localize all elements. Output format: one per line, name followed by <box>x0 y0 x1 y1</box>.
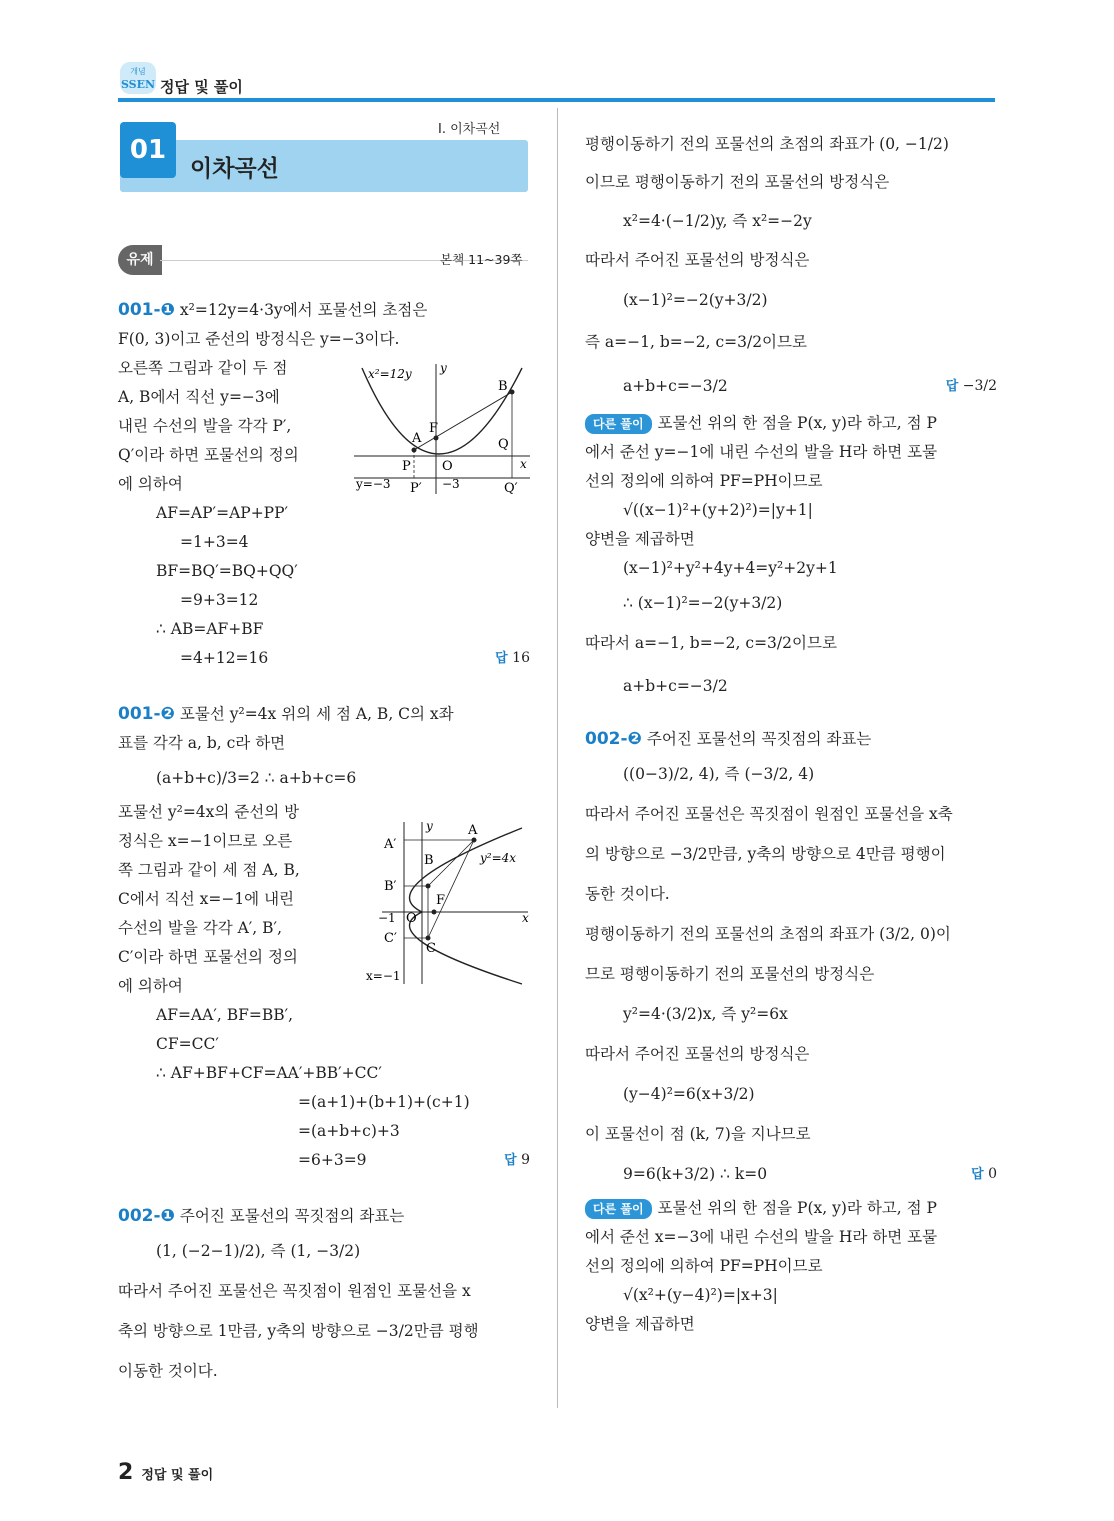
text-line: 이동한 것이다. <box>118 1362 218 1380</box>
text-line: 수선의 발을 각각 A′, B′, <box>118 919 282 937</box>
text-line: 에 의하여 <box>118 475 183 493</box>
answer-label: 답 <box>504 1153 517 1168</box>
text-line: 쪽 그림과 같이 세 점 A, B, <box>118 861 300 879</box>
math-line: =(a+1)+(b+1)+(c+1) <box>298 1093 470 1111</box>
text-line: Q′이라 하면 포물선의 정의 <box>118 446 299 464</box>
logo-bottom-text: SSEN <box>120 78 156 91</box>
text-line: 므로 평행이동하기 전의 포물선의 방정식은 <box>585 965 875 983</box>
fig1-point-f: F <box>429 421 439 436</box>
text-line: 주어진 포물선의 꼭짓점의 좌표는 <box>646 730 872 748</box>
math-line: (1, (−2−1)/2), 즉 (1, −3/2) <box>156 1242 361 1260</box>
math-line: AF=AA′, BF=BB′, <box>156 1006 294 1024</box>
math-line: ∴ AF+BF+CF=AA′+BB′+CC′ <box>156 1064 382 1082</box>
math-line: =4+12=16 <box>180 649 269 667</box>
problem-id: 001-❶ <box>118 300 175 320</box>
chapter-number: 01 <box>120 122 176 178</box>
alternative-solution-badge: 다른 풀이 <box>585 1199 652 1219</box>
math-line: √(x²+(y−4)²)=|x+3| <box>623 1286 778 1304</box>
math-line: √((x−1)²+(y+2)²)=|y+1| <box>623 501 813 519</box>
text-line: 에서 준선 x=−3에 내린 수선의 발을 H라 하면 포물 <box>585 1228 938 1246</box>
text-line: 평행이동하기 전의 포물선의 초점의 좌표가 (0, −1/2) <box>585 135 949 153</box>
answer <box>946 363 997 410</box>
math-line: ∴ AB=AF+BF <box>156 620 264 638</box>
fig2-point-b: B <box>424 853 434 868</box>
fig1-tick-minus3: −3 <box>442 477 460 491</box>
column-divider <box>557 108 558 1408</box>
fig2-point-a-prime: A′ <box>384 837 397 852</box>
answer-label: 답 <box>945 379 959 394</box>
math-line: (x−1)²+y²+4y+4=y²+2y+1 <box>623 559 838 577</box>
text-line: 표를 각각 a, b, c라 하면 <box>118 734 286 752</box>
text-line: 따라서 주어진 포물선의 방정식은 <box>585 251 810 269</box>
text-line: 선의 정의에 의하여 PF=PH이므로 <box>585 1257 823 1275</box>
text-line: 따라서 a=−1, b=−2, c=3/2이므로 <box>585 634 837 652</box>
text-line: 정식은 x=−1이므로 오른 <box>118 832 293 850</box>
fig2-x-axis-label: x <box>522 911 529 925</box>
parabola-figure-2 <box>362 818 534 990</box>
fig1-point-a: A <box>412 431 422 446</box>
fig2-point-b-prime: B′ <box>384 879 397 894</box>
alternative-solution-badge: 다른 풀이 <box>585 414 652 434</box>
math-line: =9+3=12 <box>180 591 259 609</box>
text-line: 포물선 위의 한 점을 P(x, y)라 하고, 점 P <box>657 414 937 432</box>
text-line: 선의 정의에 의하여 PF=PH이므로 <box>585 472 823 490</box>
fig2-tick-minus1: −1 <box>378 911 396 925</box>
text-line: 주어진 포물선의 꼭짓점의 좌표는 <box>179 1207 405 1225</box>
math-line: (x−1)²=−2(y+3/2) <box>623 291 768 309</box>
answer-label: 답 <box>495 651 508 666</box>
answer <box>495 644 530 673</box>
chapter-subtitle: Ⅰ. 이차곡선 <box>438 122 501 137</box>
text-line: C에서 직선 x=−1에 내린 <box>118 890 295 908</box>
fig2-origin: O <box>406 911 417 926</box>
math-line: CF=CC′ <box>156 1035 219 1053</box>
text-line: 에 의하여 <box>118 977 183 995</box>
fig1-point-p: P <box>402 459 411 474</box>
left-column <box>118 108 530 1391</box>
math-line: (y−4)²=6(x+3/2) <box>623 1085 755 1103</box>
fig2-y-axis-label: y <box>426 819 433 833</box>
text-line: 축의 방향으로 1만큼, y축의 방향으로 −3/2만큼 평행 <box>118 1322 479 1340</box>
header-rule <box>118 98 995 102</box>
math-line: y²=4·(3/2)x, 즉 y²=6x <box>623 1005 788 1023</box>
fig2-equation: y²=4x <box>480 851 517 865</box>
answer <box>971 1154 997 1195</box>
answer-label: 답 <box>971 1167 984 1182</box>
math-line: (a+b+c)/3=2 ∴ a+b+c=6 <box>156 769 357 787</box>
fig2-directrix-label: x=−1 <box>366 969 401 983</box>
math-line: a+b+c=−3/2 <box>623 677 728 695</box>
text-line: x²=12y=4·3y에서 포물선의 초점은 <box>179 301 428 319</box>
text-line: 따라서 주어진 포물선은 꼭짓점이 원점인 포물선을 x <box>118 1282 471 1300</box>
math-line: ((0−3)/2, 4), 즉 (−3/2, 4) <box>623 765 815 783</box>
fig1-origin: O <box>442 459 453 474</box>
text-line: A, B에서 직선 y=−3에 <box>118 388 280 406</box>
page-number: 2 <box>118 1460 134 1485</box>
fig2-point-a: A <box>468 823 478 838</box>
text-line: 포물선 y²=4x 위의 세 점 A, B, C의 x좌 <box>179 705 454 723</box>
section-pages: 본책 11~39쪽 <box>440 252 523 267</box>
math-line: AF=AP′=AP+PP′ <box>156 504 289 522</box>
answer-value: 9 <box>521 1152 530 1168</box>
text-line: 내린 수선의 발을 각각 P′, <box>118 417 292 435</box>
text-line: 동한 것이다. <box>585 885 670 903</box>
fig1-point-q: Q <box>498 437 509 452</box>
text-line: 오른쪽 그림과 같이 두 점 <box>118 359 288 377</box>
section-label: 유제 <box>118 245 162 275</box>
text-line: 양변을 제곱하면 <box>585 1315 695 1333</box>
text-line: 포물선 y²=4x의 준선의 방 <box>118 803 300 821</box>
text-line: 따라서 주어진 포물선의 방정식은 <box>585 1045 810 1063</box>
text-line: 양변을 제곱하면 <box>585 530 695 548</box>
math-line: =(a+b+c)+3 <box>298 1122 400 1140</box>
right-column <box>585 125 997 1339</box>
math-line: ∴ (x−1)²=−2(y+3/2) <box>623 594 783 612</box>
fig1-x-axis-label: x <box>520 457 527 471</box>
math-line: =6+3=9 <box>298 1151 367 1169</box>
answer-value: 0 <box>988 1166 997 1182</box>
fig2-point-c-prime: C′ <box>384 931 397 946</box>
fig1-point-b: B <box>498 379 508 394</box>
fig1-point-q-prime: Q′ <box>504 481 518 496</box>
footer <box>118 1460 213 1485</box>
text-line: C′이라 하면 포물선의 정의 <box>118 948 298 966</box>
text-line: 이므로 평행이동하기 전의 포물선의 방정식은 <box>585 173 890 191</box>
brand-logo <box>118 60 158 96</box>
fig1-equation: x²=12y <box>368 367 412 381</box>
text-line: 따라서 주어진 포물선은 꼭짓점이 원점인 포물선을 x축 <box>585 805 953 823</box>
math-line: 9=6(k+3/2) ∴ k=0 <box>623 1165 768 1183</box>
fig1-directrix-label: y=−3 <box>356 477 391 491</box>
text-line: 이 포물선이 점 (k, 7)을 지나므로 <box>585 1125 811 1143</box>
problem-id: 001-❷ <box>118 704 175 724</box>
answer-value: −3/2 <box>962 378 997 394</box>
logo-top-text: 개념 <box>130 67 146 76</box>
fig2-point-c: C <box>426 941 436 956</box>
math-line: a+b+c=−3/2 <box>623 377 728 395</box>
math-line: =1+3=4 <box>180 533 249 551</box>
answer-value: 16 <box>512 650 530 666</box>
text-line: F(0, 3)이고 준선의 방정식은 y=−3이다. <box>118 330 400 348</box>
answer <box>504 1146 530 1175</box>
parabola-figure-1 <box>352 360 534 498</box>
text-line: 즉 a=−1, b=−2, c=3/2이므로 <box>585 333 807 351</box>
problem-id: 002-❶ <box>118 1206 175 1226</box>
chapter-title: 이차곡선 <box>190 156 279 182</box>
text-line: 에서 준선 y=−1에 내린 수선의 발을 H라 하면 포물 <box>585 443 938 461</box>
fig1-point-p-prime: P′ <box>410 481 422 496</box>
problem-id: 002-❷ <box>585 729 642 749</box>
text-line: 포물선 위의 한 점을 P(x, y)라 하고, 점 P <box>657 1199 937 1217</box>
text-line: 평행이동하기 전의 포물선의 초점의 좌표가 (3/2, 0)이 <box>585 925 951 943</box>
footer-label: 정답 및 풀이 <box>141 1468 214 1483</box>
text-line: 의 방향으로 −3/2만큼, y축의 방향으로 4만큼 평행이 <box>585 845 946 863</box>
fig1-y-axis-label: y <box>440 361 447 375</box>
math-line: BF=BQ′=BQ+QQ′ <box>156 562 298 580</box>
fig2-point-f: F <box>436 893 446 908</box>
math-line: x²=4·(−1/2)y, 즉 x²=−2y <box>623 212 812 230</box>
header-title: 정답 및 풀이 <box>160 78 243 96</box>
